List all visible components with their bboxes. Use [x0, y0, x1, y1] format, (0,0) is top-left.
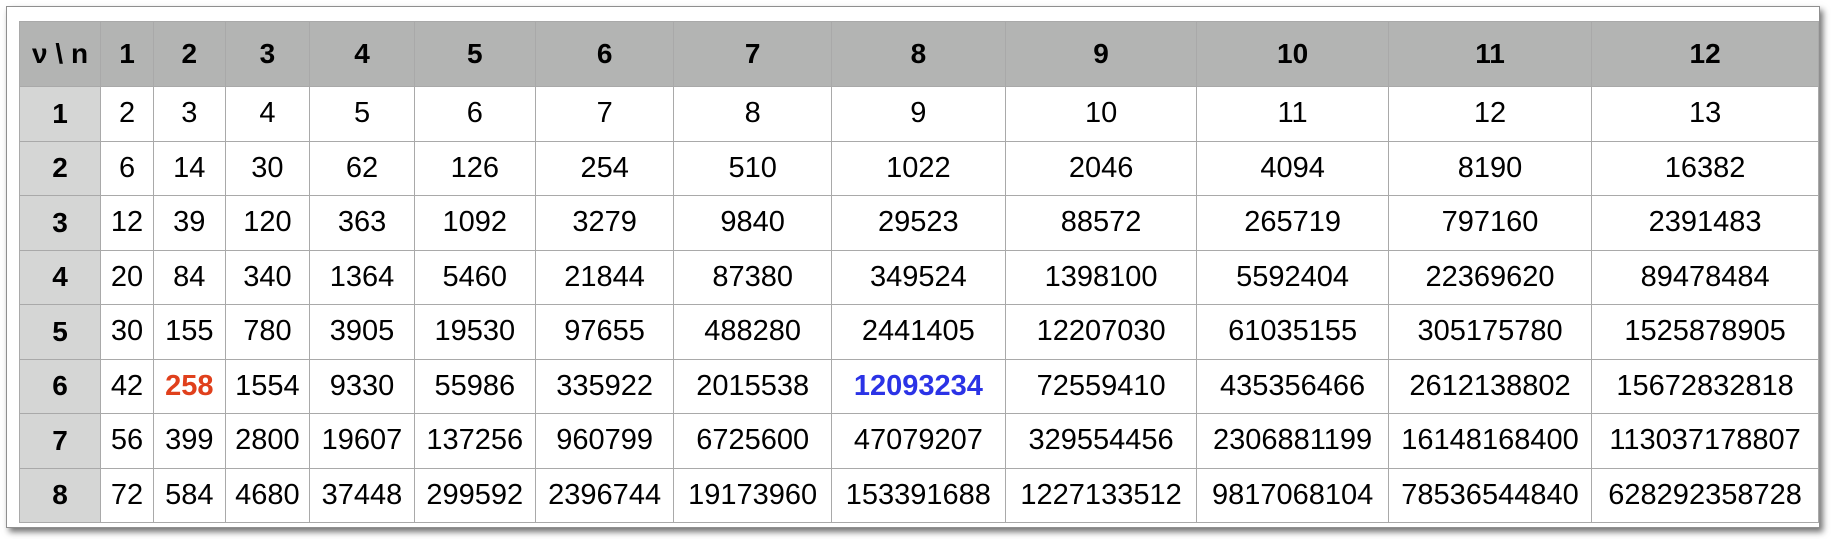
- table-cell: 15672832818: [1592, 359, 1819, 414]
- table-cell: 56: [101, 414, 154, 469]
- table-cell: 4094: [1197, 141, 1389, 196]
- corner-label: ν \ n: [20, 22, 101, 87]
- table-cell: 1398100: [1005, 250, 1197, 305]
- table-cell: 6: [414, 87, 535, 142]
- table-cell: 1227133512: [1005, 468, 1197, 523]
- table-cell: 399: [153, 414, 225, 469]
- table-cell: 72559410: [1005, 359, 1197, 414]
- row-header: 3: [20, 196, 101, 251]
- table-cell: 12: [1388, 87, 1591, 142]
- table-cell: 3279: [535, 196, 674, 251]
- column-header: 7: [674, 22, 831, 87]
- table-cell: 9330: [310, 359, 415, 414]
- highlighted-cell-red: 258: [153, 359, 225, 414]
- table-cell: 155: [153, 305, 225, 360]
- table-cell: 30: [101, 305, 154, 360]
- column-header: 6: [535, 22, 674, 87]
- table-cell: 363: [310, 196, 415, 251]
- table-cell: 3: [153, 87, 225, 142]
- table-cell: 72: [101, 468, 154, 523]
- table-cell: 2612138802: [1388, 359, 1591, 414]
- table-cell: 1022: [831, 141, 1005, 196]
- table-cell: 2306881199: [1197, 414, 1389, 469]
- column-header: 11: [1388, 22, 1591, 87]
- table-cell: 19530: [414, 305, 535, 360]
- table-cell: 126: [414, 141, 535, 196]
- table-cell: 113037178807: [1592, 414, 1819, 469]
- table-cell: 254: [535, 141, 674, 196]
- table-cell: 4: [225, 87, 310, 142]
- table-cell: 510: [674, 141, 831, 196]
- column-header: 9: [1005, 22, 1197, 87]
- table-cell: 340: [225, 250, 310, 305]
- table-cell: 329554456: [1005, 414, 1197, 469]
- row-header: 7: [20, 414, 101, 469]
- table-cell: 14: [153, 141, 225, 196]
- table-cell: 780: [225, 305, 310, 360]
- table-cell: 9817068104: [1197, 468, 1389, 523]
- table-cell: 61035155: [1197, 305, 1389, 360]
- table-cell: 1525878905: [1592, 305, 1819, 360]
- table-cell: 42: [101, 359, 154, 414]
- table-row: [20, 359, 1819, 414]
- column-header: 4: [310, 22, 415, 87]
- table-cell: 88572: [1005, 196, 1197, 251]
- column-header: 3: [225, 22, 310, 87]
- row-header: 2: [20, 141, 101, 196]
- table-cell: 39: [153, 196, 225, 251]
- table-cell: 7: [535, 87, 674, 142]
- table-cell: 55986: [414, 359, 535, 414]
- table-cell: 2: [101, 87, 154, 142]
- table-cell: 488280: [674, 305, 831, 360]
- table-cell: 1554: [225, 359, 310, 414]
- table-cell: 6: [101, 141, 154, 196]
- table-cell: 3905: [310, 305, 415, 360]
- table-cell: 6725600: [674, 414, 831, 469]
- table-cell: 2800: [225, 414, 310, 469]
- table-cell: 19607: [310, 414, 415, 469]
- table-row: [20, 196, 1819, 251]
- table-cell: 20: [101, 250, 154, 305]
- column-header: 10: [1197, 22, 1389, 87]
- table-cell: 30: [225, 141, 310, 196]
- table-cell: 335922: [535, 359, 674, 414]
- table-cell: 16382: [1592, 141, 1819, 196]
- table-cell: 960799: [535, 414, 674, 469]
- table-cell: 9840: [674, 196, 831, 251]
- table-row: [20, 250, 1819, 305]
- table-cell: 87380: [674, 250, 831, 305]
- row-header: 5: [20, 305, 101, 360]
- table-cell: 10: [1005, 87, 1197, 142]
- table-cell: 21844: [535, 250, 674, 305]
- table-cell: 9: [831, 87, 1005, 142]
- table-cell: 5460: [414, 250, 535, 305]
- table-cell: 11: [1197, 87, 1389, 142]
- table-cell: 2391483: [1592, 196, 1819, 251]
- table-cell: 84: [153, 250, 225, 305]
- table-cell: 22369620: [1388, 250, 1591, 305]
- row-header: 6: [20, 359, 101, 414]
- table-cell: 89478484: [1592, 250, 1819, 305]
- table-row: [20, 305, 1819, 360]
- table-cell: 1092: [414, 196, 535, 251]
- table-cell: 797160: [1388, 196, 1591, 251]
- column-header: 12: [1592, 22, 1819, 87]
- column-header: 8: [831, 22, 1005, 87]
- table-cell: 305175780: [1388, 305, 1591, 360]
- table-row: [20, 468, 1819, 523]
- table-cell: 628292358728: [1592, 468, 1819, 523]
- table-cell: 12207030: [1005, 305, 1197, 360]
- highlighted-cell-blue: 12093234: [831, 359, 1005, 414]
- table-cell: 5592404: [1197, 250, 1389, 305]
- table-cell: 2396744: [535, 468, 674, 523]
- table-row: [20, 414, 1819, 469]
- table-cell: 120: [225, 196, 310, 251]
- table-cell: 47079207: [831, 414, 1005, 469]
- table-cell: 29523: [831, 196, 1005, 251]
- table-cell: 37448: [310, 468, 415, 523]
- table-cell: 97655: [535, 305, 674, 360]
- table-frame: [6, 6, 1820, 528]
- row-header: 8: [20, 468, 101, 523]
- table-cell: 8: [674, 87, 831, 142]
- table-cell: 19173960: [674, 468, 831, 523]
- header-row: [20, 22, 1819, 87]
- table-cell: 584: [153, 468, 225, 523]
- table-cell: 8190: [1388, 141, 1591, 196]
- table-cell: 4680: [225, 468, 310, 523]
- table-cell: 435356466: [1197, 359, 1389, 414]
- column-header: 1: [101, 22, 154, 87]
- table-cell: 2046: [1005, 141, 1197, 196]
- row-header: 4: [20, 250, 101, 305]
- table-cell: 153391688: [831, 468, 1005, 523]
- table-cell: 2015538: [674, 359, 831, 414]
- table-row: [20, 141, 1819, 196]
- table-cell: 62: [310, 141, 415, 196]
- table-cell: 349524: [831, 250, 1005, 305]
- table-cell: 137256: [414, 414, 535, 469]
- table-cell: 2441405: [831, 305, 1005, 360]
- table-body: [20, 87, 1819, 523]
- column-header: 2: [153, 22, 225, 87]
- table-cell: 16148168400: [1388, 414, 1591, 469]
- table-cell: 1364: [310, 250, 415, 305]
- table-cell: 299592: [414, 468, 535, 523]
- column-header: 5: [414, 22, 535, 87]
- table-row: [20, 87, 1819, 142]
- table-cell: 13: [1592, 87, 1819, 142]
- table-cell: 5: [310, 87, 415, 142]
- table-cell: 12: [101, 196, 154, 251]
- table-cell: 78536544840: [1388, 468, 1591, 523]
- value-table: [19, 21, 1819, 523]
- table-cell: 265719: [1197, 196, 1389, 251]
- row-header: 1: [20, 87, 101, 142]
